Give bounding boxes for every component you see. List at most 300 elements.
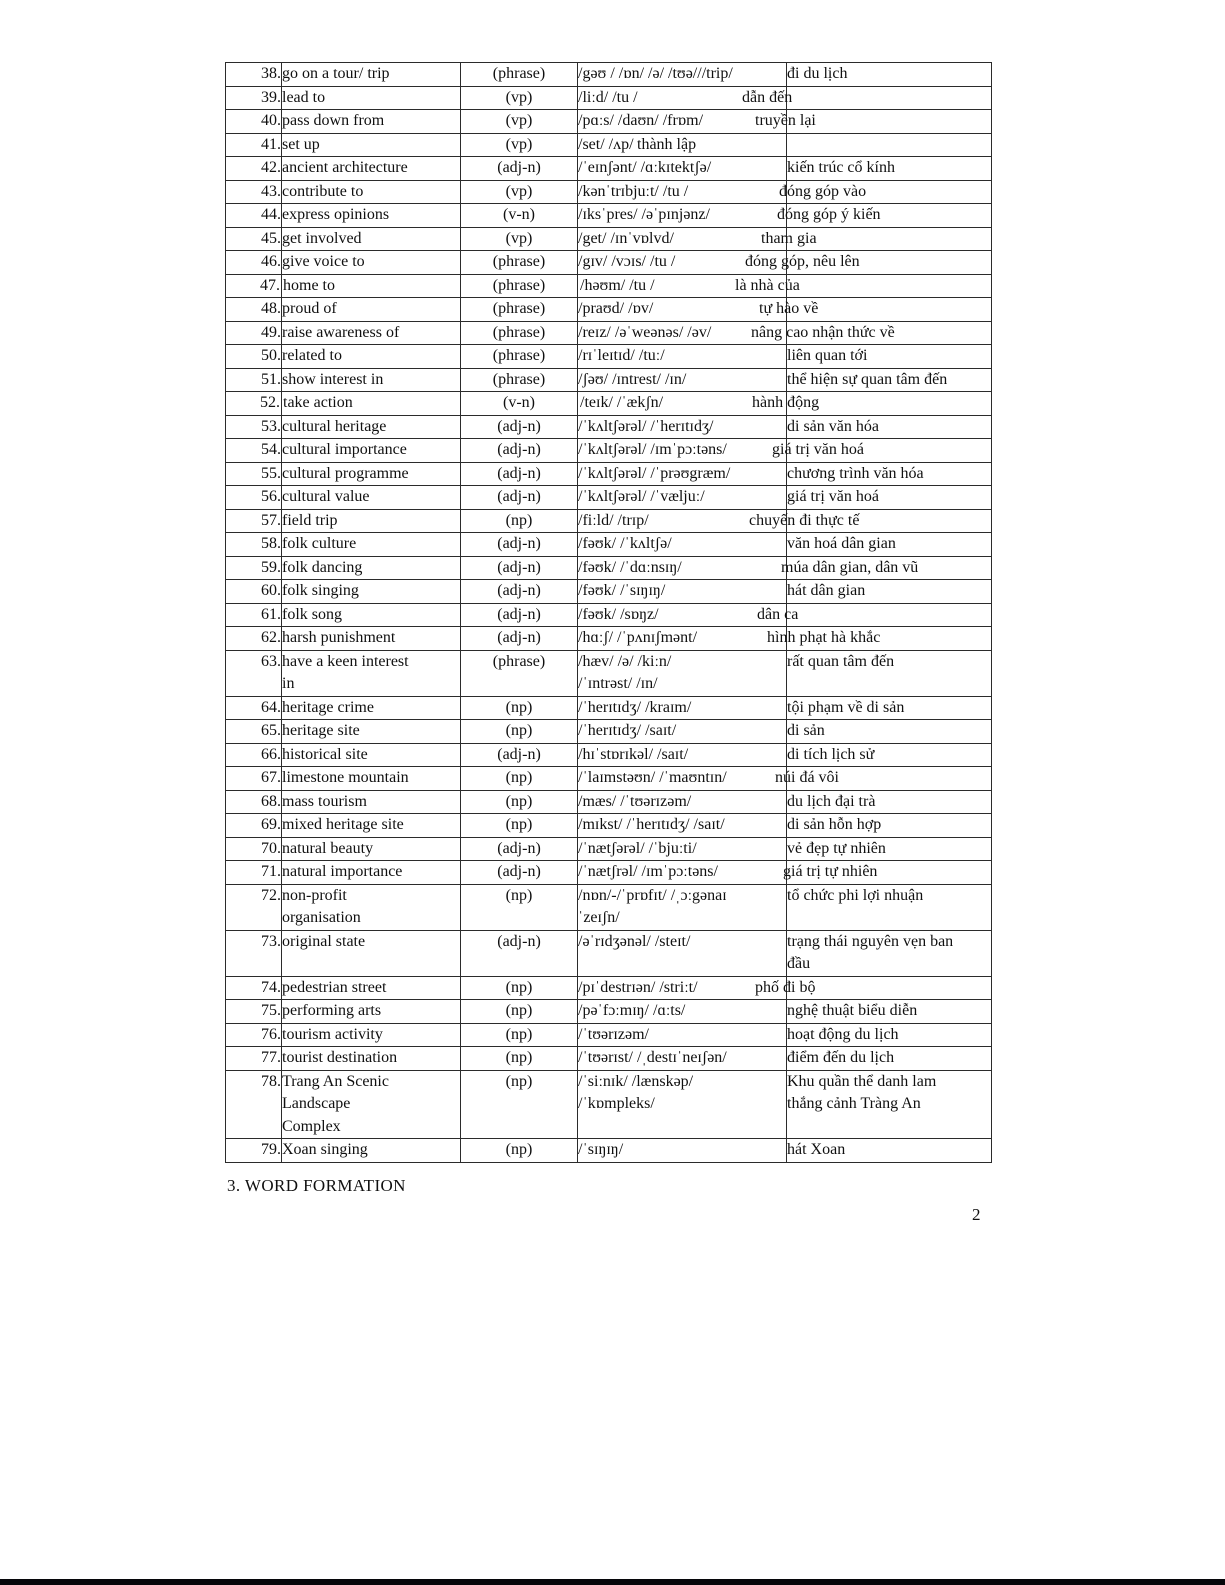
meaning-line: giá trị văn hoá [787,488,879,505]
pronunciation-cell [578,345,787,369]
pos-cell: (np) [461,1047,578,1071]
meaning-cell [751,321,992,345]
pronunciation-line: /ˈɪntrəst/ /ɪn/ [578,675,658,692]
pronunciation-cell [578,743,787,767]
pronunciation-cell [578,884,787,930]
row-number-cell: 51. [226,368,282,392]
term-line: mass tourism [282,792,367,810]
row-number-cell: 66. [226,743,282,767]
meaning-cell [787,345,992,369]
term-cell [282,204,461,228]
pos-cell: (vp) [461,180,578,204]
pos-cell: (np) [461,720,578,744]
meaning-line: tham gia [761,229,817,247]
term-cell [282,1023,461,1047]
pos-cell: (adj-n) [461,837,578,861]
pos-cell: (adj-n) [461,533,578,557]
table-row [226,767,992,791]
table-row [226,1047,992,1071]
term-line: express opinions [282,206,390,223]
table-row [226,650,992,696]
meaning-cell [787,790,992,814]
meaning-cell [787,650,992,696]
table-row [226,392,992,416]
pronunciation-line: /gəʊ / /ɒn/ /ə/ /tʊə///trip/ [578,65,733,82]
pos-cell: (vp) [461,227,578,251]
pronunciation-line: /reɪz/ /əˈweənəs/ /əv/ [578,323,712,341]
term-cell [282,1139,461,1163]
pronunciation-line: /pəˈfɔːmɪŋ/ /ɑːts/ [578,1002,686,1019]
term-cell [282,814,461,838]
term-line: take action [283,394,353,411]
row-number-cell: 39. [226,86,282,110]
table-row [226,1139,992,1163]
pos-cell: (np) [461,1023,578,1047]
meaning-cell [779,180,992,204]
pronunciation-cell [578,580,787,604]
pronunciation-line: /ˈnætʃərəl/ /ˈbjuːti/ [578,839,697,857]
term-line: Landscape [282,1095,351,1112]
table-row [226,1023,992,1047]
term-line: organisation [282,909,361,926]
meaning-line: hát dân gian [787,582,866,599]
row-number-cell: 43. [226,180,282,204]
table-row [226,462,992,486]
row-number-cell: 52. [226,392,282,416]
term-line: cultural heritage [282,417,387,435]
term-cell [282,439,461,463]
row-number-cell: 38. [226,63,282,87]
term-cell [282,1070,461,1139]
meaning-line: chương trình văn hóa [787,464,924,482]
row-number-cell: 75. [226,1000,282,1024]
meaning-line: liên quan tới [787,347,868,364]
table-row [226,627,992,651]
row-number-cell: 67. [226,767,282,791]
term-cell [282,884,461,930]
meaning-cell [787,1070,992,1139]
meaning-cell [767,627,992,651]
term-cell [282,251,461,275]
term-line: give voice to [282,253,365,270]
pos-cell: (adj-n) [461,556,578,580]
pronunciation-line: /pɑːs/ /daʊn/ /frɒm/ [578,112,704,129]
pronunciation-cell [578,861,787,885]
pronunciation-cell [578,63,787,87]
meaning-line: dẫn đến [742,88,793,106]
pos-cell: (adj-n) [461,861,578,885]
row-number-cell: 63. [226,650,282,696]
meaning-line: điểm đến du lịch [787,1049,895,1066]
pronunciation-line: /ˈkʌltʃərəl/ /ˈvæljuː/ [578,488,705,505]
meaning-cell [775,767,992,791]
row-number-cell: 48. [226,298,282,322]
pronunciation-line: /fəʊk/ /ˈdɑːnsɪŋ/ [578,558,682,576]
term-line: mixed heritage site [282,816,404,833]
meaning-line: thành lập [637,135,697,153]
row-number-cell: 59. [226,556,282,580]
pronunciation-line: /ˈkʌltʃərəl/ /ɪmˈpɔːtəns/ [578,441,727,458]
table-row [226,133,992,157]
meaning-cell [787,1000,992,1024]
pronunciation-line: /ɪksˈpres/ /əˈpɪnjənz/ [578,206,710,223]
term-cell [282,976,461,1000]
table-row [226,837,992,861]
meaning-cell [787,533,992,557]
meaning-cell [752,392,992,416]
pronunciation-cell [578,930,787,976]
term-line: limestone mountain [282,769,409,786]
pronunciation-line: /ˈnætʃrəl/ /ɪmˈpɔːtəns/ [578,863,718,880]
pronunciation-line: /ˈherɪtɪdʒ/ /kraɪm/ [578,698,692,716]
pos-cell: (v-n) [461,392,578,416]
pos-cell: (adj-n) [461,415,578,439]
term-cell [282,627,461,651]
meaning-line: đóng góp, nêu lên [745,253,860,270]
meaning-line: hình phạt hà khắc [767,629,881,646]
meaning-line: nghệ thuật biểu diễn [787,1002,918,1019]
pos-cell: (np) [461,509,578,533]
pronunciation-line: /ˈkɒmpleks/ [578,1095,655,1112]
table-row [226,251,992,275]
pronunciation-cell [578,720,787,744]
term-cell [282,368,461,392]
term-line: pass down from [282,112,385,129]
row-number-cell: 74. [226,976,282,1000]
meaning-line: đóng góp vào [779,182,867,200]
term-cell [282,580,461,604]
row-number-cell: 58. [226,533,282,557]
pronunciation-line: /teɪk/ /ˈækʃn/ [580,394,664,411]
meaning-cell [787,696,992,720]
term-cell [282,556,461,580]
row-number-cell: 61. [226,603,282,627]
term-line: cultural importance [282,441,407,458]
pronunciation-line: /fəʊk/ /ˈkʌltʃə/ [578,535,672,552]
term-line: in [282,675,295,692]
meaning-cell [781,556,992,580]
meaning-cell [787,1023,992,1047]
meaning-line: vẻ đẹp tự nhiên [787,839,886,857]
meaning-line: trạng thái nguyên vẹn ban [787,932,954,950]
table-row [226,415,992,439]
table-row [226,1000,992,1024]
term-line: harsh punishment [282,629,396,646]
meaning-line: di sản hỗn hợp [787,816,882,833]
meaning-line: Khu quần thể danh lam [787,1072,937,1090]
vocabulary-table [225,62,992,1163]
meaning-cell [787,415,992,439]
table-row [226,603,992,627]
table-row [226,580,992,604]
table-row [226,368,992,392]
term-line: folk culture [282,535,357,552]
pos-cell: (adj-n) [461,486,578,510]
meaning-line: di sản [787,722,825,739]
meaning-cell [787,580,992,604]
term-line: historical site [282,745,368,763]
row-number-cell: 41. [226,133,282,157]
meaning-line: hành động [752,394,820,411]
meaning-cell [777,204,992,228]
term-line: performing arts [282,1002,382,1019]
table-row [226,157,992,181]
meaning-line: hát Xoan [787,1141,846,1158]
meaning-cell [787,462,992,486]
pos-cell: (phrase) [461,345,578,369]
table-row [226,696,992,720]
meaning-cell [755,110,992,134]
table-row [226,227,992,251]
pronunciation-cell [578,180,787,204]
row-number-cell: 72. [226,884,282,930]
term-line: home to [283,276,335,294]
term-line: Trang An Scenic [282,1072,389,1090]
pos-cell: (phrase) [461,251,578,275]
table-row [226,110,992,134]
pos-cell: (np) [461,976,578,1000]
table-row [226,556,992,580]
table-row [226,204,992,228]
table-row [226,86,992,110]
table-row [226,63,992,87]
pronunciation-cell [578,814,787,838]
term-cell [282,720,461,744]
pronunciation-cell [578,368,787,392]
term-line: cultural value [282,488,370,505]
table-row [226,321,992,345]
pos-cell: (vp) [461,110,578,134]
pronunciation-line: /kənˈtrɪbjuːt/ /tu / [578,182,689,200]
meaning-cell [759,298,992,322]
pronunciation-line: /ˈtʊərɪst/ /ˌdestɪˈneɪʃən/ [578,1049,727,1066]
term-cell [282,321,461,345]
term-cell [282,790,461,814]
row-number-cell: 55. [226,462,282,486]
term-line: contribute to [282,182,364,200]
row-number-cell: 76. [226,1023,282,1047]
term-line: cultural programme [282,464,409,482]
pos-cell: (vp) [461,133,578,157]
row-number-cell: 57. [226,509,282,533]
table-body [226,63,992,1163]
section-heading: 3. WORD FORMATION [227,1176,406,1195]
pronunciation-cell [578,650,787,696]
pos-cell: (adj-n) [461,157,578,181]
meaning-line: hoạt động du lịch [787,1025,899,1043]
term-cell [282,392,461,416]
pronunciation-cell [578,227,787,251]
meaning-cell [787,720,992,744]
row-number-cell: 77. [226,1047,282,1071]
term-cell [282,1000,461,1024]
meaning-cell [787,486,992,510]
row-number-cell: 46. [226,251,282,275]
term-cell [282,345,461,369]
term-line: folk singing [282,582,359,599]
meaning-line: dân ca [757,605,799,623]
term-line: related to [282,347,342,364]
pos-cell: (np) [461,884,578,930]
meaning-cell [772,439,992,463]
pronunciation-line: /ˈkʌltʃərəl/ /ˈprəʊgræm/ [578,464,731,482]
pronunciation-line: /ˈeɪnʃənt/ /ɑːkɪtektʃə/ [578,159,712,176]
pronunciation-line: /ˈsiːnɪk/ /lænskəp/ [578,1072,694,1090]
term-cell [282,767,461,791]
table-row [226,509,992,533]
term-line: set up [282,135,320,153]
meaning-cell [787,1047,992,1071]
term-line: natural importance [282,863,403,880]
pos-cell: (v-n) [461,204,578,228]
meaning-cell [757,603,992,627]
row-number-cell: 78. [226,1070,282,1139]
pos-cell: (np) [461,1139,578,1163]
pronunciation-cell [578,1139,787,1163]
row-number-cell: 64. [226,696,282,720]
pos-cell: (np) [461,767,578,791]
pronunciation-cell [578,627,787,651]
table-row [226,486,992,510]
term-line: pedestrian street [282,978,387,996]
pronunciation-cell [578,439,787,463]
term-line: proud of [282,300,337,317]
term-cell [282,696,461,720]
pos-cell: (adj-n) [461,439,578,463]
row-number-cell: 44. [226,204,282,228]
row-number-cell: 79. [226,1139,282,1163]
term-cell [282,603,461,627]
meaning-line: truyền lại [755,112,816,129]
row-number-cell: 73. [226,930,282,976]
meaning-line: đi du lịch [787,65,848,82]
pronunciation-cell [578,696,787,720]
pronunciation-line: /gɪv/ /vɔɪs/ /tu / [578,253,676,270]
bottom-edge-bar [0,1579,1225,1585]
pos-cell: (adj-n) [461,580,578,604]
meaning-line: núi đá vôi [775,769,839,786]
pronunciation-line: /praʊd/ /ɒv/ [578,300,654,317]
meaning-line: đóng góp ý kiến [777,206,881,223]
pos-cell: (phrase) [461,274,578,298]
pos-cell: (phrase) [461,63,578,87]
term-line: field trip [282,511,338,529]
table-row [226,884,992,930]
row-number-cell: 49. [226,321,282,345]
pronunciation-cell [578,1047,787,1071]
meaning-cell [787,368,992,392]
table-row [226,439,992,463]
meaning-cell [745,251,992,275]
meaning-line: giá trị tự nhiên [783,863,878,880]
term-cell [282,133,461,157]
term-line: lead to [282,88,326,106]
term-cell [282,157,461,181]
meaning-line: giá trị văn hoá [772,441,864,458]
term-cell [282,650,461,696]
pronunciation-cell [578,556,787,580]
term-cell [282,110,461,134]
row-number-cell: 70. [226,837,282,861]
pronunciation-cell [578,790,787,814]
meaning-cell [787,743,992,767]
pos-cell: (np) [461,1000,578,1024]
pronunciation-line: /ˈherɪtɪdʒ/ /saɪt/ [578,722,677,739]
pos-cell: (adj-n) [461,462,578,486]
row-number-cell: 56. [226,486,282,510]
meaning-line: tổ chức phi lợi nhuận [787,886,924,904]
term-cell [282,86,461,110]
pronunciation-cell [578,837,787,861]
table-row [226,790,992,814]
pronunciation-line: /ˈlaɪmstəʊn/ /ˈmaʊntɪn/ [578,769,727,786]
term-line: original state [282,932,366,950]
term-cell [282,930,461,976]
meaning-cell [787,814,992,838]
pronunciation-line: /həʊm/ /tu / [580,276,655,294]
term-line: natural beauty [282,839,374,857]
pronunciation-cell [578,1000,787,1024]
term-line: tourist destination [282,1049,398,1066]
table-row [226,976,992,1000]
pronunciation-line: /liːd/ /tu / [578,88,638,106]
pronunciation-line: /hɑːʃ/ /ˈpʌnɪʃmənt/ [578,629,698,646]
meaning-cell [787,63,992,87]
pos-cell: (adj-n) [461,627,578,651]
row-number-cell: 50. [226,345,282,369]
pronunciation-cell [578,1023,787,1047]
meaning-line: múa dân gian, dân vũ [781,558,919,576]
meaning-line: thể hiện sự quan tâm đến [787,370,948,388]
meaning-line: di sản văn hóa [787,417,879,435]
pronunciation-cell [578,462,787,486]
term-line: get involved [282,229,362,247]
term-cell [282,63,461,87]
pos-cell: (adj-n) [461,603,578,627]
table-row [226,274,992,298]
pronunciation-cell [578,533,787,557]
meaning-line: nâng cao nhận thức về [751,323,895,341]
page-number: 2 [972,1205,981,1224]
meaning-line: là nhà của [735,276,800,294]
pronunciation-cell [578,157,787,181]
pronunciation-line: /rɪˈleɪtɪd/ /tuː/ [578,347,665,364]
meaning-cell [783,861,992,885]
pronunciation-line: /ˈtʊərɪzəm/ [578,1025,649,1043]
term-cell [282,486,461,510]
row-number-cell: 68. [226,790,282,814]
pos-cell: (phrase) [461,650,578,696]
term-line: show interest in [282,370,384,388]
table-row [226,180,992,204]
term-line: go on a tour/ trip [282,65,390,82]
meaning-line: chuyến đi thực tế [749,511,860,529]
pronunciation-line: /pɪˈdestrɪən/ /striːt/ [578,978,698,996]
pos-cell: (adj-n) [461,930,578,976]
table-row [226,814,992,838]
term-line: heritage crime [282,698,374,716]
meaning-cell [787,157,992,181]
pronunciation-line: /hæv/ /ə/ /kiːn/ [578,652,672,670]
pos-cell: (phrase) [461,368,578,392]
row-number-cell: 62. [226,627,282,651]
meaning-line: phố đi bộ [755,978,816,996]
meaning-line: văn hoá dân gian [787,535,896,552]
meaning-line: rất quan tâm đến [787,652,895,670]
pronunciation-cell [578,204,787,228]
term-line: tourism activity [282,1025,383,1043]
pronunciation-cell [578,486,787,510]
